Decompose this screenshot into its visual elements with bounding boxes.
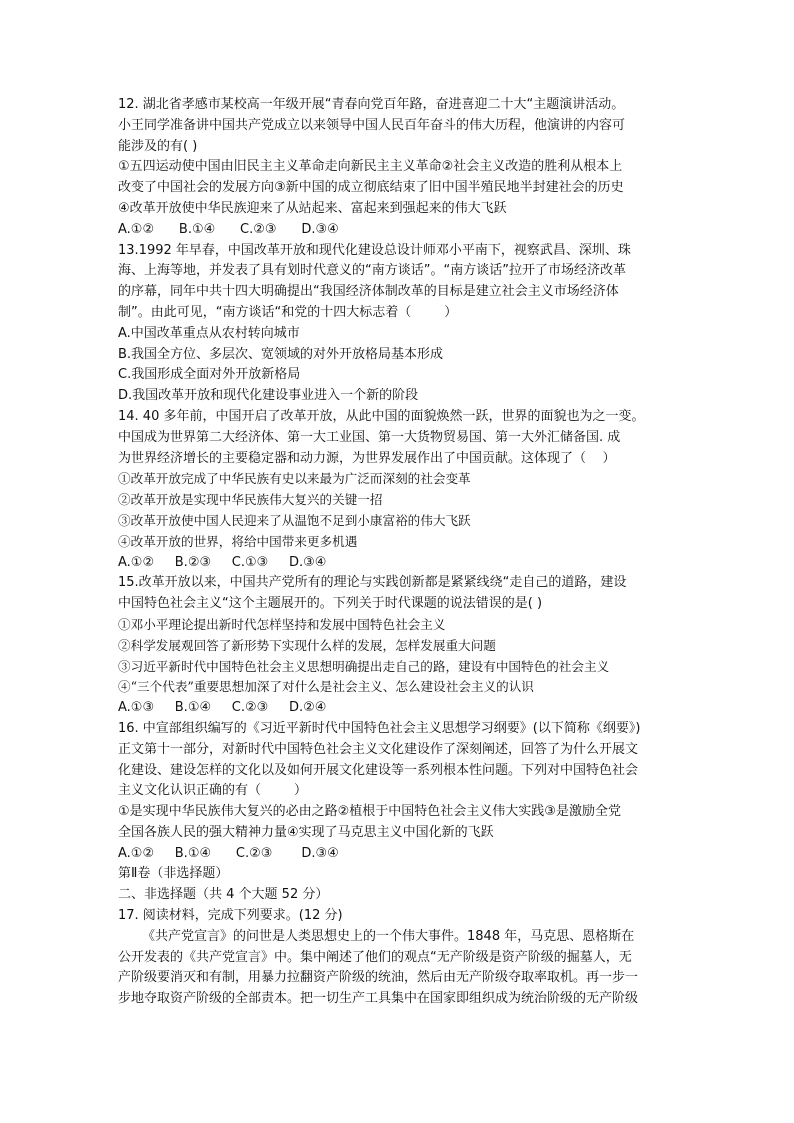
question-16: [118, 719, 690, 865]
question-12-stem-line: 12. 湖北省孝感市某校高一年级开展“青春向党百年路，奋进喜迎二十大“主题演讲活动。: [118, 97, 625, 112]
question-17-material-line: 步地夺取资产阶级的全部责本。把一切生产工具集中在国家即组织成为统治阶级的无产阶级: [118, 991, 639, 1007]
question-15-stem-line: 中国特色社会主义“这个主题展开的。下列关于时代课题的说法错误的是( ): [118, 596, 543, 612]
question-17-material-line: 《共产党宣言》的问世是人类思想史上的一个伟大事件。1848 年，马克思、恩格斯在: [142, 928, 635, 944]
question-15-stem-line: 15.改革开放以来，中国共产党所有的理论与实践创新都是紧紧线绕“走自己的道路，建设: [118, 575, 627, 591]
question-15: [118, 573, 690, 719]
volume-heading: 第Ⅱ卷（非选择题）: [118, 866, 229, 882]
question-13: [118, 241, 690, 407]
question-15-item: ①邓小平理论提出新时代怎样坚持和发展中国特色社会主义: [118, 616, 446, 632]
question-13-stem-line: 13.1992 年早春，中国改革开放和现代化建设总设计师邓小平南下，视察武昌、深圳、珠: [118, 242, 631, 258]
question-12-stem-line: ①五四运动使中国由旧民主主义革命走向新民主主义革命②社会主义改造的胜利从根本上: [118, 159, 623, 175]
question-14-item: ④改革开放的世界，将给中国带来更多机遇: [118, 533, 358, 549]
question-12-stem-line: 能涉及的有( ): [118, 138, 198, 154]
question-16-stem-line: 16. 中宣部组织编写的《习近平新时代中国特色社会主义思想学习纲要》(以下简称《纲要》): [118, 720, 641, 736]
section-heading: 二、非选择题（共 4 个大题 52 分）: [118, 887, 329, 903]
question-13-stem-line: 制”。由此可见，“南方谈话“和党的十四大标志着（ ）: [118, 304, 458, 320]
question-14: [118, 407, 690, 573]
question-17-title: 17. 阅读材料，完成下列要求。(12 分): [118, 908, 343, 924]
question-15-item: ④“三个代表”重要思想加深了对什么是社会主义、怎么建设社会主义的认识: [118, 679, 534, 695]
question-12-stem-line: 小王同学准备讲中国共产党成立以来领导中国人民百年奋斗的伟大历程，他演讲的内容可: [118, 117, 626, 133]
question-16-stem-line: ①是实现中华民族伟大复兴的必由之路②植根于中国特色社会主义伟大实践③是激励全党: [118, 804, 621, 820]
question-13-choice-c: C.我国形成全面对外开放新格局: [118, 367, 301, 383]
question-15-item: ②科学发展观回答了新形势下实现什么样的发展，怎样发展重大问题: [118, 637, 496, 653]
question-12-stem-line: 改变了中国社会的发展方向③新中国的成立彻底结束了旧中国半殖民地半封建社会的历史: [118, 180, 624, 196]
question-14-stem-line: 中国成为世界第二大经济体、第一大工业国、第一大货物贸易国、第一大外汇储备国. 成: [118, 429, 621, 445]
question-16-stem-line: 全国各族人民的强大精神力量④实现了马克思主义中国化新的飞跃: [118, 824, 494, 840]
question-12-options: A.①② B.①④ C.②③ D.③④: [118, 221, 339, 237]
question-16-stem-line: 化建设、建设怎样的文化以及如何开展文化建设等一系列根本性问题。下列对中国特色社会: [118, 762, 639, 778]
exam-page: [118, 95, 690, 1010]
question-17-material-line: 公开发表的《共产党宣言》中。集中阐述了他们的观点“无产阶级是资产阶级的掘墓人，无: [118, 949, 632, 965]
question-16-stem-line: 主义文化认识正确的有（ ）: [118, 783, 308, 799]
question-13-choice-a: A.中国改革重点从农村转向城市: [118, 325, 300, 341]
question-15-item: ③习近平新时代中国特色社会主义思想明确提出走自己的路，建设有中国特色的社会主义: [118, 658, 610, 674]
question-16-stem-line: 正文第十一部分，对新时代中国特色社会主义文化建设作了深刻阐述，回答了为什么开展文: [118, 741, 639, 757]
question-17-material-line: 产阶级要消灭和有制，用暴力拉翻资产阶级的统油，然后由无产阶级夺取率取机。再一步一: [118, 970, 639, 986]
question-14-item: ①改革开放完成了中华民族有史以来最为广泛而深刻的社会变革: [118, 471, 471, 487]
question-13-choice-d: D.我国改革开放和现代化建设事业进入一个新的阶段: [118, 388, 419, 404]
question-14-options: A.①② B.②③ C.①③ D.③④: [118, 554, 327, 570]
question-12: [118, 95, 690, 241]
question-17: [118, 906, 690, 1010]
question-15-options: A.①③ B.①④ C.②③ D.②④: [118, 700, 327, 716]
question-14-item: ②改革开放是实现中华民族伟大复兴的关键一招: [118, 492, 383, 508]
question-12-stem-line: ④改革开放使中华民族迎来了从站起来、富起来到强起来的伟大飞跃: [118, 200, 507, 216]
question-14-item: ③改革开放使中国人民迎来了从温饱不足到小康富裕的伟大飞跃: [118, 512, 471, 528]
question-14-stem-line: 14. 40 多年前，中国开启了改革开放，从此中国的面貌焕然一跃，世界的面貌也为之一变。: [118, 408, 645, 424]
question-13-stem-line: 海、上海等地，并发表了具有划时代意义的“南方谈话”。“南方谈话”拉开了市场经济改革: [118, 263, 626, 279]
question-13-stem-line: 的序幕，同年中共十四大明确提出“我国经济体制改革的目标是建立社会主义市场经济体: [118, 284, 619, 300]
question-14-stem-line: 为世界经济增长的主要稳定器和动力源，为世界发展作出了中国贡献。这体现了（ ）: [118, 450, 616, 466]
question-16-options: A.①② B.①④ C.②③ D.③④: [118, 845, 339, 861]
question-13-choice-b: B.我国全方位、多层次、宽领域的对外开放格局基本形成: [118, 346, 444, 362]
